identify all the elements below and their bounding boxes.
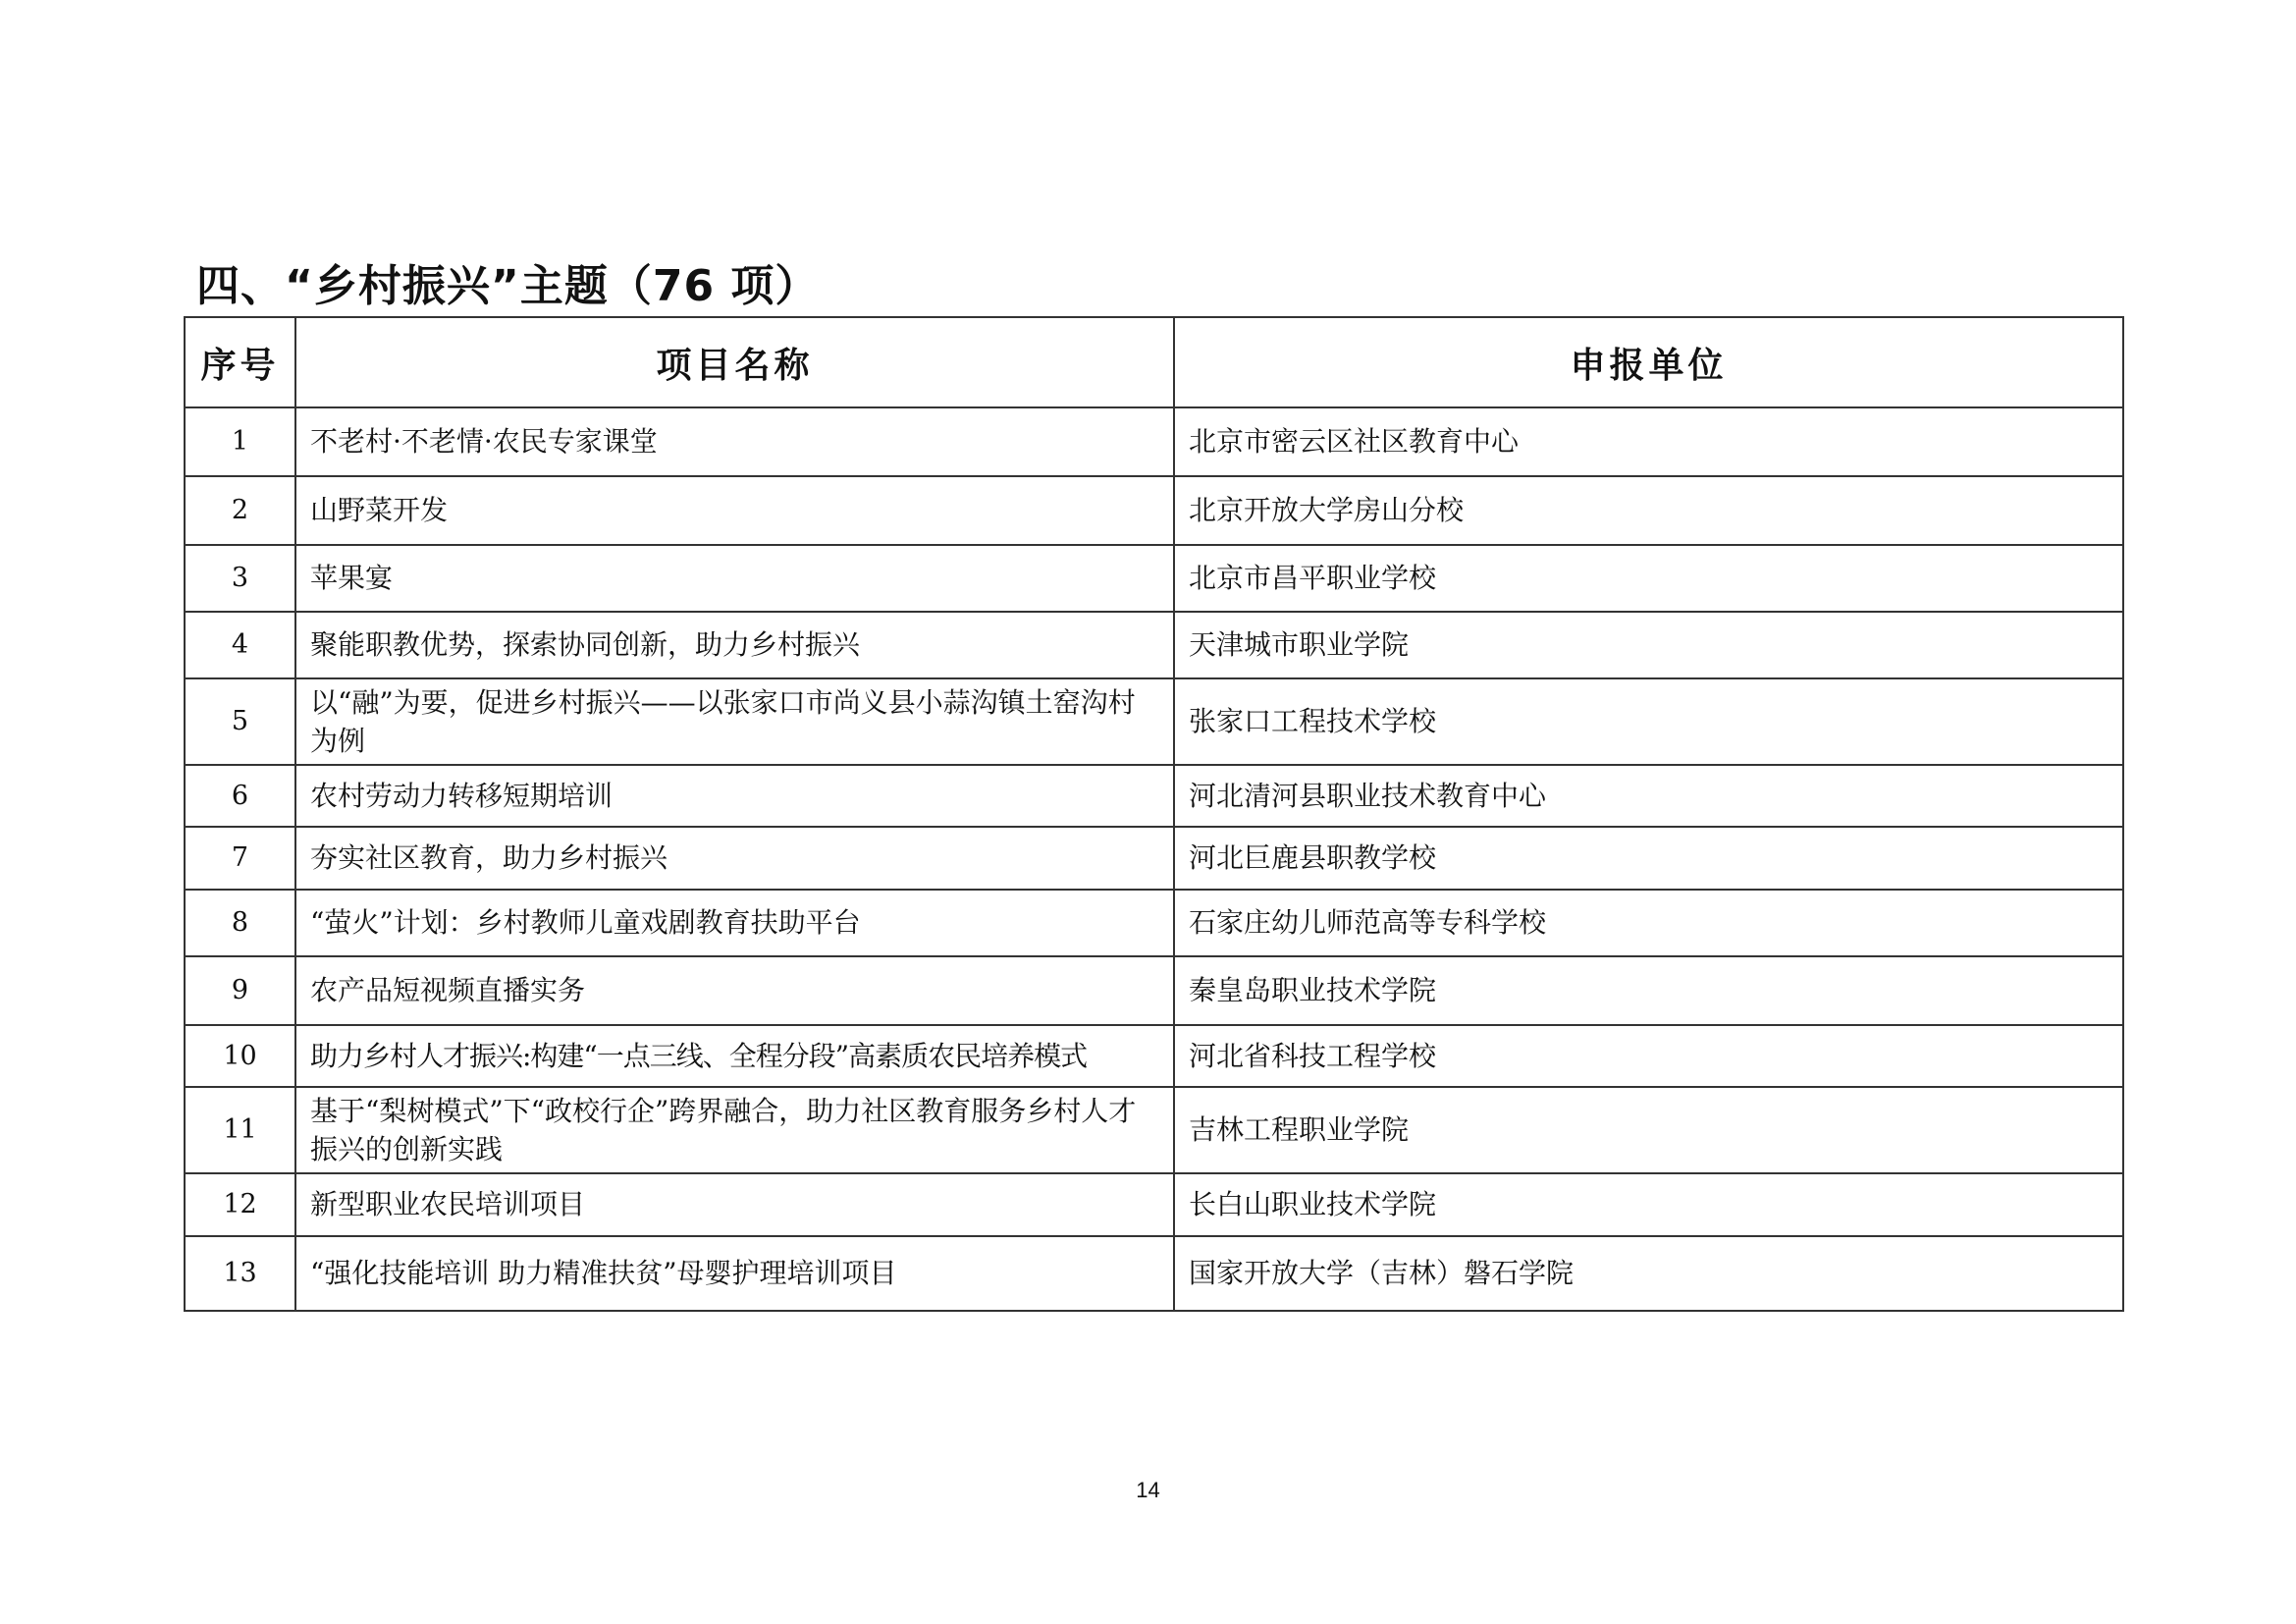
column-header-unit: 申报单位 bbox=[1174, 317, 2123, 407]
table-header-row bbox=[185, 317, 2123, 407]
row-index: 10 bbox=[185, 1025, 295, 1087]
row-project-name: 不老村·不老情·农民专家课堂 bbox=[295, 407, 1174, 476]
row-unit: 石家庄幼儿师范高等专科学校 bbox=[1174, 890, 2123, 956]
table-row bbox=[185, 612, 2123, 678]
row-unit: 张家口工程技术学校 bbox=[1174, 678, 2123, 765]
table-row bbox=[185, 765, 2123, 827]
row-index: 9 bbox=[185, 956, 295, 1025]
row-index: 6 bbox=[185, 765, 295, 827]
section-title: 四、“乡村振兴”主题（76 项） bbox=[196, 261, 820, 311]
table-row bbox=[185, 476, 2123, 545]
row-project-name: 农产品短视频直播实务 bbox=[295, 956, 1174, 1025]
page-number: 14 bbox=[1136, 1478, 1160, 1502]
row-project-name: 以“融”为要，促进乡村振兴——以张家口市尚义县小蒜沟镇土窑沟村为例 bbox=[295, 678, 1174, 765]
row-unit: 天津城市职业学院 bbox=[1174, 612, 2123, 678]
row-project-name: 苹果宴 bbox=[295, 545, 1174, 612]
table-row bbox=[185, 678, 2123, 765]
row-project-name: 新型职业农民培训项目 bbox=[295, 1173, 1174, 1236]
table-row bbox=[185, 1173, 2123, 1236]
column-header-index: 序号 bbox=[185, 317, 295, 407]
row-project-name: “强化技能培训 助力精准扶贫”母婴护理培训项目 bbox=[295, 1236, 1174, 1311]
table-row bbox=[185, 956, 2123, 1025]
row-index: 1 bbox=[185, 407, 295, 476]
table-row bbox=[185, 407, 2123, 476]
column-header-project: 项目名称 bbox=[295, 317, 1174, 407]
row-project-name: 聚能职教优势，探索协同创新，助力乡村振兴 bbox=[295, 612, 1174, 678]
row-project-name: 山野菜开发 bbox=[295, 476, 1174, 545]
row-unit: 北京市密云区社区教育中心 bbox=[1174, 407, 2123, 476]
row-unit: 河北清河县职业技术教育中心 bbox=[1174, 765, 2123, 827]
table-row bbox=[185, 1087, 2123, 1173]
row-unit: 河北巨鹿县职教学校 bbox=[1174, 827, 2123, 890]
row-index: 8 bbox=[185, 890, 295, 956]
table-row bbox=[185, 890, 2123, 956]
row-index: 7 bbox=[185, 827, 295, 890]
row-project-name: 农村劳动力转移短期培训 bbox=[295, 765, 1174, 827]
row-index: 13 bbox=[185, 1236, 295, 1311]
row-unit: 河北省科技工程学校 bbox=[1174, 1025, 2123, 1087]
row-unit: 吉林工程职业学院 bbox=[1174, 1087, 2123, 1173]
row-project-name: 基于“梨树模式”下“政校行企”跨界融合，助力社区教育服务乡村人才振兴的创新实践 bbox=[295, 1087, 1174, 1173]
row-index: 3 bbox=[185, 545, 295, 612]
row-project-name: 助力乡村人才振兴:构建“一点三线、全程分段”高素质农民培养模式 bbox=[295, 1025, 1174, 1087]
projects-table bbox=[184, 316, 2124, 1312]
table-row bbox=[185, 1236, 2123, 1311]
row-unit: 北京开放大学房山分校 bbox=[1174, 476, 2123, 545]
row-unit: 国家开放大学（吉林）磐石学院 bbox=[1174, 1236, 2123, 1311]
row-index: 5 bbox=[185, 678, 295, 765]
row-unit: 北京市昌平职业学校 bbox=[1174, 545, 2123, 612]
row-index: 2 bbox=[185, 476, 295, 545]
table-row bbox=[185, 545, 2123, 612]
row-unit: 秦皇岛职业技术学院 bbox=[1174, 956, 2123, 1025]
row-index: 4 bbox=[185, 612, 295, 678]
row-project-name: “萤火”计划：乡村教师儿童戏剧教育扶助平台 bbox=[295, 890, 1174, 956]
row-index: 11 bbox=[185, 1087, 295, 1173]
row-index: 12 bbox=[185, 1173, 295, 1236]
table-row bbox=[185, 1025, 2123, 1087]
row-unit: 长白山职业技术学院 bbox=[1174, 1173, 2123, 1236]
row-project-name: 夯实社区教育，助力乡村振兴 bbox=[295, 827, 1174, 890]
table-row bbox=[185, 827, 2123, 890]
